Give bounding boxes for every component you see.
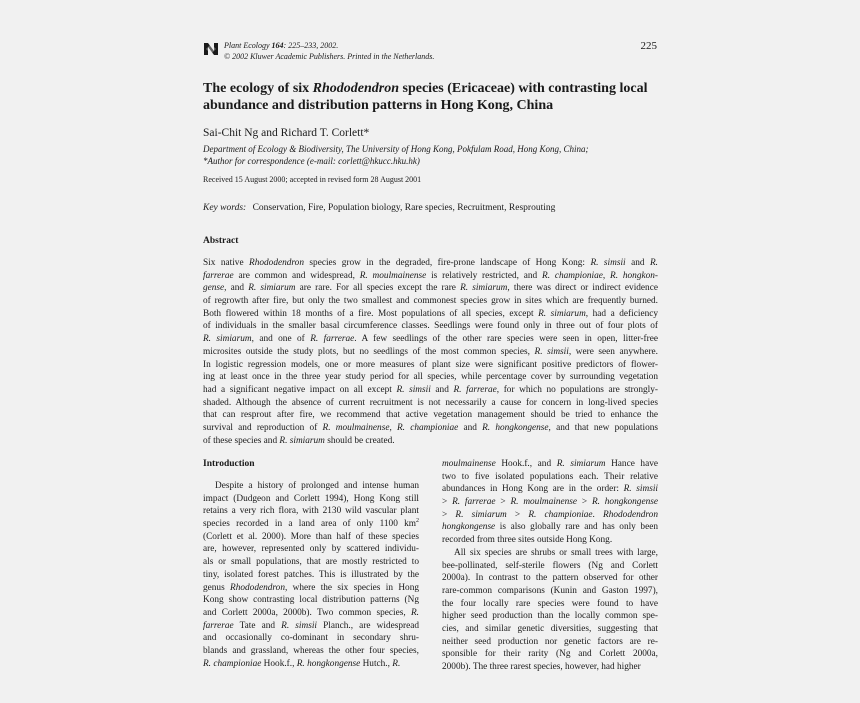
text-line [203, 282, 658, 295]
text-run: . A few seedlings of the other rare species were seen in open, litter-free [354, 334, 658, 345]
text-line [442, 572, 658, 585]
italic-run: R. simiarum [455, 509, 507, 520]
copyright-line: © 2002 Kluwer Academic Publishers. Printed in the Netherlands. [224, 52, 435, 61]
text-line [203, 371, 658, 384]
journal-pages: : 225–233, 2002. [283, 41, 339, 50]
italic-run: R. simsii [281, 620, 317, 631]
italic-run: gense [203, 283, 225, 294]
text-run: survival and reproduction of [203, 422, 323, 433]
text-line [203, 493, 419, 506]
text-run: 2 [416, 517, 419, 524]
text-run: rare-common comparisons (Kunin and Gaston 1997), [442, 585, 658, 596]
correspondence: *Author for correspondence (e-mail: corlett@hkucc.hku.hk) [203, 156, 420, 166]
text-line [203, 333, 658, 346]
title-genus: Rhododendron [312, 81, 400, 96]
text-line [203, 270, 658, 283]
text-run: and [430, 384, 454, 395]
italic-run: R. farrerae [310, 334, 355, 345]
page-number: 225 [640, 40, 657, 52]
text-line [203, 594, 419, 607]
text-run: higher seed production than the locally common spe- [442, 611, 658, 622]
text-line [203, 569, 419, 582]
italic-run: R. simiarum [556, 459, 606, 469]
introduction-heading: Introduction [203, 459, 255, 469]
text-run: sponsible for their rarity (Ng and Corlett 2000a, [442, 649, 658, 660]
title-text-rest: species (Ericaceae) with contrasting local abundance and distribution patterns in Hong Kong, China [203, 81, 648, 113]
text-run: In logistic regression models, one or more measures of plant size were significant positive predictors of flower- [203, 359, 658, 370]
text-run: , and that new populations [548, 422, 658, 433]
text-run: are common and widespread, [233, 270, 360, 281]
text-run: Hutch., [360, 658, 393, 669]
text-run: should be created. [324, 435, 395, 446]
text-line [442, 610, 658, 623]
italic-run: R. moulmainense [322, 422, 390, 433]
text-line [442, 560, 658, 573]
italic-run: R. hongkongense [591, 497, 658, 508]
text-run: two to five isolated populations each. Their relative [442, 471, 658, 482]
text-run: are rare. For all species except the rare [295, 283, 461, 294]
text-run: neither seed production nor genetic factors are re- [442, 636, 658, 647]
text-run: (Corlett et al. 2000). More than half of these species [203, 531, 419, 542]
text-run: and [625, 258, 650, 268]
text-run: shaded. Although the absence of current recruitment is not necessarily a cause for concern in long-lived species [203, 397, 658, 408]
text-run: > [577, 497, 592, 508]
italic-run: R. farrerae [453, 384, 497, 395]
text-run: 2000a). In contrast to the pattern observed for other [442, 573, 658, 584]
text-line [203, 531, 419, 544]
text-line [203, 295, 658, 308]
text-run: Hance have [605, 459, 658, 469]
text-line [203, 658, 419, 671]
text-run: , where the six species in Hong [284, 582, 420, 593]
text-run: cies, and similar genetic diversities, suggesting that [442, 623, 658, 634]
text-line [203, 346, 658, 359]
text-line [203, 409, 658, 422]
text-run: retains a very rich flora, with 2130 wild vascular plant [203, 506, 419, 517]
italic-run: R. simiarum [460, 283, 508, 294]
text-line [442, 636, 658, 649]
text-line [442, 598, 658, 611]
text-run: bee-pollinated, self-sterile flowers (Ng and Corlett [442, 560, 658, 571]
text-run: of these species and [203, 435, 280, 446]
text-line [442, 471, 658, 484]
text-run: , for which no populations are strongly- [496, 384, 659, 395]
abstract-body [203, 257, 658, 447]
italic-run: hongkongense [442, 522, 496, 533]
received-dates: Received 15 August 2000; accepted in revised form 28 August 2001 [203, 175, 422, 184]
text-run: Six native [203, 258, 250, 268]
italic-run: Rhododendron [249, 258, 304, 268]
text-line [203, 308, 658, 321]
italic-run: R. simsii [623, 484, 658, 495]
text-line [442, 585, 658, 598]
text-run: and [458, 422, 483, 433]
text-run: Planch., are widespread [316, 620, 419, 631]
authors: Sai-Chit Ng and Richard T. Corlett* [203, 127, 370, 139]
text-run: Despite a history of prolonged and intense human [215, 481, 419, 491]
text-line [442, 521, 658, 534]
italic-run: R. championiae [542, 270, 603, 281]
text-line [203, 435, 658, 448]
italic-run: farrerae [203, 270, 234, 281]
text-run: > [442, 497, 453, 508]
italic-run: R. championiae [397, 422, 459, 433]
text-run: the four locally rare species were found to have [442, 598, 658, 609]
text-run: impact (Dudgeon and Corlett 1994), Hong Kong still [203, 493, 419, 504]
text-run: , and [224, 283, 249, 294]
text-line [203, 422, 658, 435]
introduction-column-left [203, 480, 419, 670]
text-run: species recorded in a land area of only 1100 km [203, 519, 416, 530]
text-run: , had a deficiency [585, 308, 658, 319]
italic-run: R. [392, 658, 401, 669]
text-line [203, 582, 419, 595]
italic-run: R. moulmainense [510, 497, 578, 508]
italic-run: R. simiarum [279, 435, 325, 446]
text-run: is also globally rare and has only been [495, 522, 658, 533]
keywords [203, 203, 663, 213]
journal-citation [224, 40, 434, 62]
text-line [203, 645, 419, 658]
text-run: > [506, 509, 529, 520]
article-title [203, 80, 663, 114]
journal-volume: 164 [271, 41, 284, 50]
text-line [203, 543, 419, 556]
affiliation: Department of Ecology & Biodiversity, The University of Hong Kong, Pokfulam Road, Hong Kong, China; [203, 144, 589, 154]
text-line [203, 359, 658, 372]
text-run: Both flowered within 18 months of a fire. Most populations of all species, except [203, 308, 539, 319]
text-run: and Corlett 2000a, 2000b). Two common species, [203, 607, 411, 618]
italic-run: R. moulmainense [359, 270, 427, 281]
text-line [442, 623, 658, 636]
text-line [442, 661, 658, 674]
italic-run: R. hongkongense [482, 422, 549, 433]
text-run: > [442, 509, 456, 520]
text-run: species grow in the degraded, fire-prone landscape of Hong Kong: [303, 258, 591, 268]
text-run: , were seen anywhere. [568, 346, 659, 357]
text-run: Hook.f., [261, 658, 297, 669]
keywords-label: Key words: [203, 203, 247, 213]
text-line [203, 384, 658, 397]
text-line [203, 620, 419, 633]
italic-run: R. [410, 607, 419, 618]
text-run: ing at least once in the three year study period for all species, while percentage cover by surrounding vegetation [203, 372, 658, 383]
text-run: genus [203, 582, 231, 593]
title-text: The ecology of six [203, 81, 313, 96]
italic-run: R. simiarum [248, 283, 296, 294]
text-line [203, 257, 658, 270]
italic-run: R. simsii [590, 258, 626, 268]
italic-run: R. hongkongense [296, 658, 361, 669]
text-run: had a significant negative impact on all except [203, 384, 397, 395]
italic-run: Rhododendron [230, 582, 285, 593]
text-line [203, 632, 419, 645]
text-run: Tate and [233, 620, 282, 631]
italic-run: R. hongkon- [610, 270, 658, 281]
text-line [203, 397, 658, 410]
text-run: Hook.f., and [495, 459, 557, 469]
italic-run: R. [649, 258, 658, 268]
text-line [442, 458, 658, 471]
text-line [203, 320, 658, 333]
publisher-logo-icon [203, 41, 219, 57]
italic-run: moulmainense [442, 459, 496, 469]
text-run: tiny, isolated forest patches. This is illustrated by the [203, 569, 419, 580]
text-line [203, 607, 419, 620]
text-run: , and one of [251, 334, 311, 345]
text-run: , there was direct or indirect evidence [507, 283, 658, 294]
text-run: > [495, 497, 511, 508]
text-line [442, 648, 658, 661]
affiliation-block [203, 143, 663, 167]
text-run: recorded from three sites outside Hong Kong. [442, 535, 613, 546]
text-run: als or small populations, that are mostly restricted to [203, 557, 419, 568]
text-run: and occasionally co-dominant in secondary shru- [203, 633, 419, 644]
italic-run: farrerae [203, 620, 234, 631]
italic-run: R. farrerae [452, 497, 496, 508]
text-run: is relatively restricted, and [426, 270, 543, 281]
text-run: All six species are shrubs or small trees with large, [454, 547, 658, 558]
italic-run: R. simsii [534, 346, 569, 357]
text-line [203, 518, 419, 531]
text-run: of regrowth after fire, but only the two smallest and commonest species grow in sites which are frequently burned. [203, 296, 658, 307]
text-run: , [602, 270, 611, 281]
text-run: of individuals in the smaller basal circumference classes. Seedlings were found only in three out of four plots of [203, 321, 658, 332]
text-run: . [592, 509, 604, 520]
text-run: are, however, represented only by scattered individu- [203, 544, 419, 555]
italic-run: Rhododendron [603, 509, 658, 520]
introduction-column-right [442, 458, 658, 674]
keywords-list: Conservation, Fire, Population biology, Rare species, Recruitment, Resprouting [252, 203, 556, 213]
text-line [203, 505, 419, 518]
text-run: blands and grassland, whereas the other four species, [203, 645, 419, 656]
italic-run: R. championiae [528, 509, 593, 520]
text-run: abundances in Hong Kong are in the order: [442, 484, 624, 495]
italic-run: R. simiarum [538, 308, 586, 319]
text-line [442, 547, 658, 560]
text-run: , [389, 422, 397, 433]
text-line [203, 480, 419, 493]
italic-run: R. simiarum [203, 334, 252, 345]
text-run: that can resprout after fire, we recommend that active vegetation management should be tried to enhance the [203, 410, 658, 421]
text-run: 2000b). The three rarest species, however, had higher [442, 662, 641, 672]
italic-run: R. championiae [203, 658, 262, 669]
text-line [203, 556, 419, 569]
text-line [442, 496, 658, 509]
journal-name: Plant Ecology [224, 41, 270, 50]
text-line [442, 509, 658, 522]
text-line [442, 483, 658, 496]
abstract-heading: Abstract [203, 236, 239, 246]
italic-run: R. simsii [396, 384, 431, 395]
text-run: Kong show contrasting local distribution patterns (Ng [203, 595, 419, 606]
text-line [442, 534, 658, 547]
text-run: microsites outside the study plots, but no seedlings of the most common species, [203, 346, 535, 357]
